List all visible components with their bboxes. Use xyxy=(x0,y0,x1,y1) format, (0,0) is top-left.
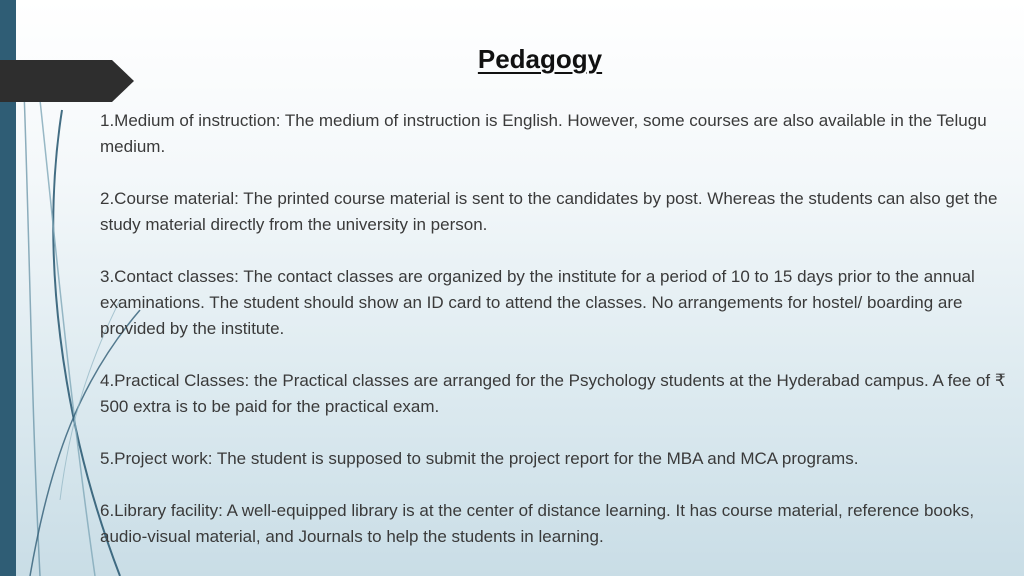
paragraph-practical-classes: 4.Practical Classes: the Practical classes are arranged for the Psychology students at the Hyderabad campus. A fee of ₹ 500 extra is to be paid for the practical exam. xyxy=(100,371,1006,416)
paragraph-medium: 1.Medium of instruction: The medium of instruction is English. However, some courses are also available in the Telugu medium. xyxy=(100,111,987,156)
paragraph-library-facility: 6.Library facility: A well-equipped library is at the center of distance learning. It has course material, reference books, audio-visual material, and Journals to help the students in learning. xyxy=(100,501,975,546)
paragraph-contact-classes: 3.Contact classes: The contact classes are organized by the institute for a period of 10 to 15 days prior to the annual examinations. The student should show an ID card to attend the classes. No arrangements for hostel/ boarding are provided by the institute. xyxy=(100,267,975,338)
content-body xyxy=(100,108,1012,576)
paragraph-course-material: 2.Course material: The printed course material is sent to the candidates by post. Whereas the students can also get the study material directly from the university in person. xyxy=(100,189,998,234)
slide-title: Pedagogy xyxy=(477,44,603,74)
paragraph-project-work: 5.Project work: The student is supposed to submit the project report for the MBA and MCA programs. xyxy=(100,449,859,468)
